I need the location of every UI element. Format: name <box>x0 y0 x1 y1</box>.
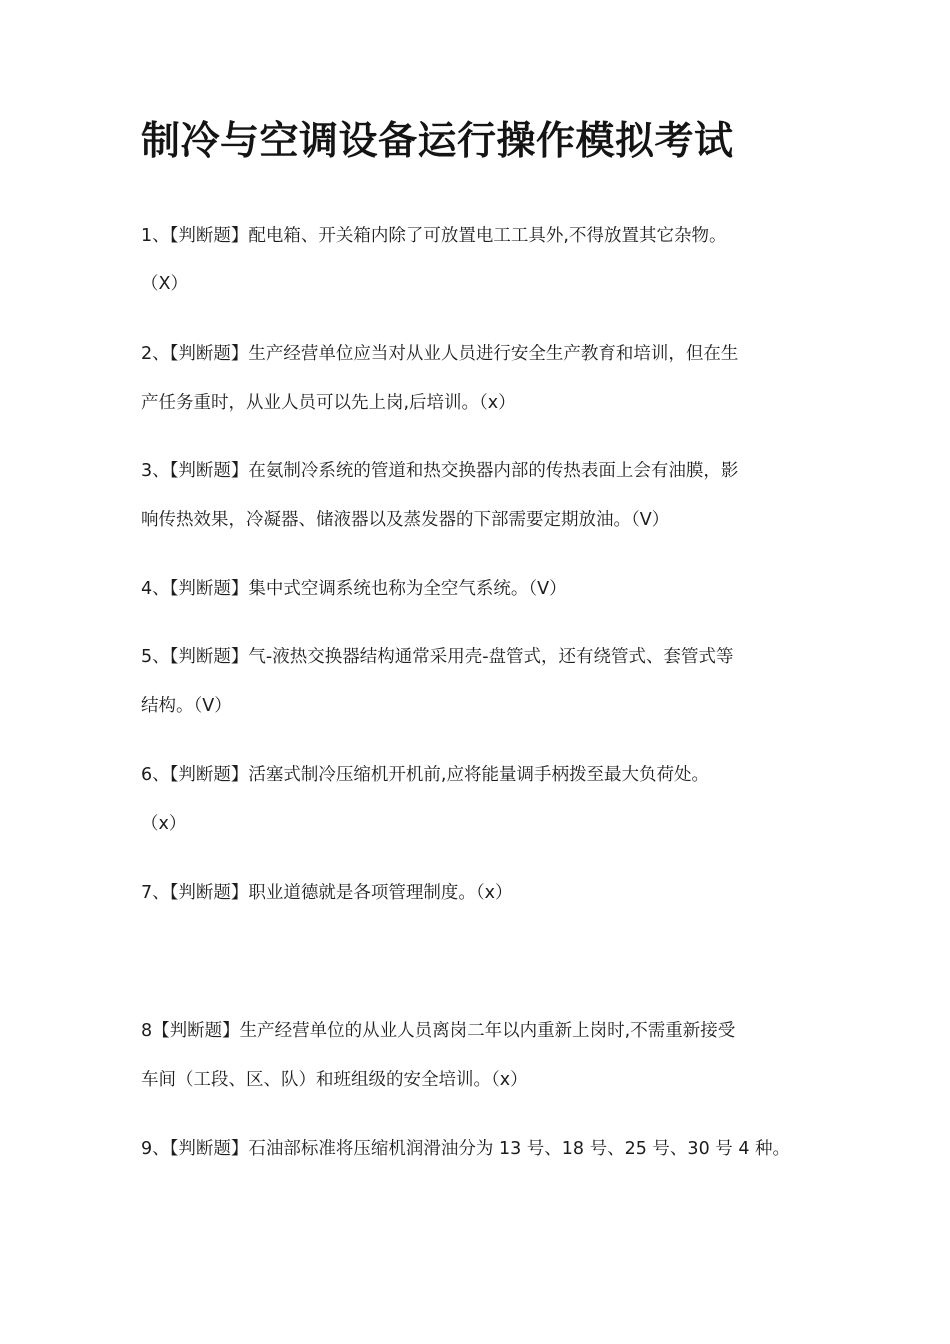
question-5-line-2: 结构。（V） <box>141 696 232 716</box>
question-8-line-2: 车间（工段、区、队）和班组级的安全培训。（x） <box>141 1070 528 1090</box>
question-2-line-1: 2、【判断题】生产经营单位应当对从业人员进行安全生产教育和培训，但在生 <box>141 344 739 364</box>
question-5-line-1: 5、【判断题】气-液热交换器结构通常采用壳-盘管式，还有绕管式、套管式等 <box>141 647 734 667</box>
question-4-line-1: 4、【判断题】集中式空调系统也称为全空气系统。（V） <box>141 579 567 599</box>
question-2-line-2: 产任务重时，从业人员可以先上岗,后培训。（x） <box>141 393 516 413</box>
question-3-line-2: 响传热效果，冷凝器、储液器以及蒸发器的下部需要定期放油。（V） <box>141 510 670 530</box>
page-title: 制冷与空调设备运行操作模拟考试 <box>141 119 734 164</box>
question-8-line-1: 8【判断题】生产经营单位的从业人员离岗二年以内重新上岗时,不需重新接受 <box>141 1021 736 1041</box>
question-6-answer: （x） <box>141 814 187 834</box>
question-1-line-1: 1、【判断题】配电箱、开关箱内除了可放置电工工具外,不得放置其它杂物。 <box>141 226 727 246</box>
question-6-line-1: 6、【判断题】活塞式制冷压缩机开机前,应将能量调手柄拨至最大负荷处。 <box>141 765 709 785</box>
question-9-line-1: 9、【判断题】石油部标准将压缩机润滑油分为 13 号、18 号、25 号、30 号 4 种。 <box>141 1139 791 1159</box>
question-7-line-1: 7、【判断题】职业道德就是各项管理制度。（x） <box>141 883 513 903</box>
question-3-line-1: 3、【判断题】在氨制冷系统的管道和热交换器内部的传热表面上会有油膜，影 <box>141 461 739 481</box>
question-1-answer: （X） <box>141 274 188 294</box>
